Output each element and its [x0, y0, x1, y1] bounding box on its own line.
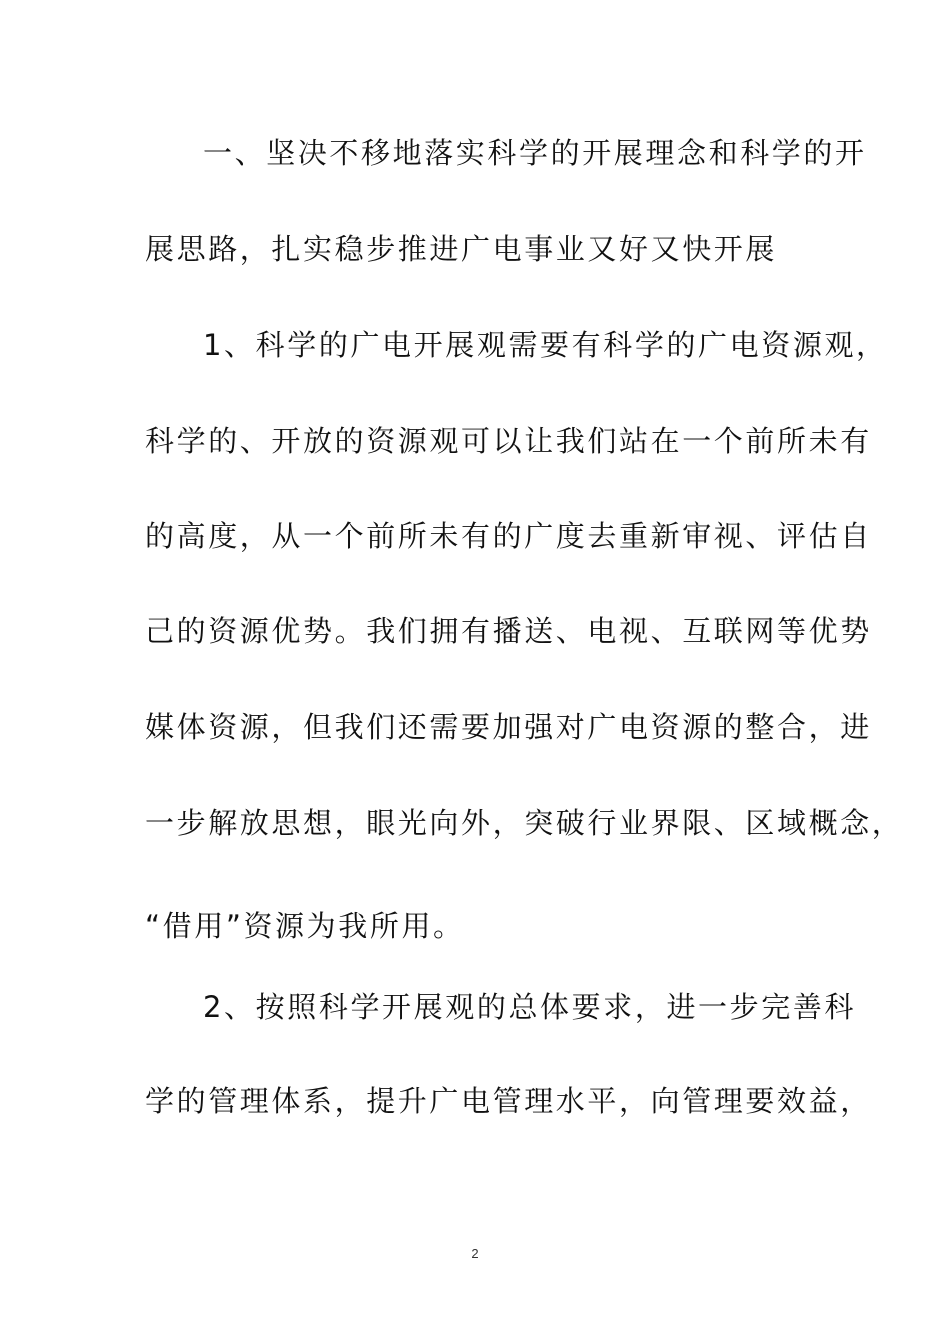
paragraph-1-line-2: 科学的、开放的资源观可以让我们站在一个前所未有 — [145, 424, 872, 458]
page-number: 2 — [471, 1246, 479, 1261]
paragraph-1-line-3: 的高度，从一个前所未有的广度去重新审视、评估自 — [145, 519, 872, 553]
section-heading-line-1: 一、坚决不移地落实科学的开展理念和科学的开 — [203, 136, 867, 170]
paragraph-1-line-6: 一步解放思想，眼光向外，突破行业界限、区域概念， — [145, 806, 904, 840]
paragraph-1-line-5: 媒体资源，但我们还需要加强对广电资源的整合，进 — [145, 710, 872, 744]
paragraph-2-line-2: 学的管理体系，提升广电管理水平，向管理要效益， — [145, 1084, 872, 1118]
paragraph-1-line-7: “借用”资源为我所用。 — [145, 909, 465, 943]
paragraph-2-line-1: 2、按照科学开展观的总体要求，进一步完善科 — [203, 990, 857, 1024]
paragraph-1-line-4: 己的资源优势。我们拥有播送、电视、互联网等优势 — [145, 614, 872, 648]
paragraph-1-line-1: 1、科学的广电开展观需要有科学的广电资源观， — [203, 328, 888, 362]
section-heading-line-2: 展思路，扎实稳步推进广电事业又好又快开展 — [145, 232, 778, 266]
